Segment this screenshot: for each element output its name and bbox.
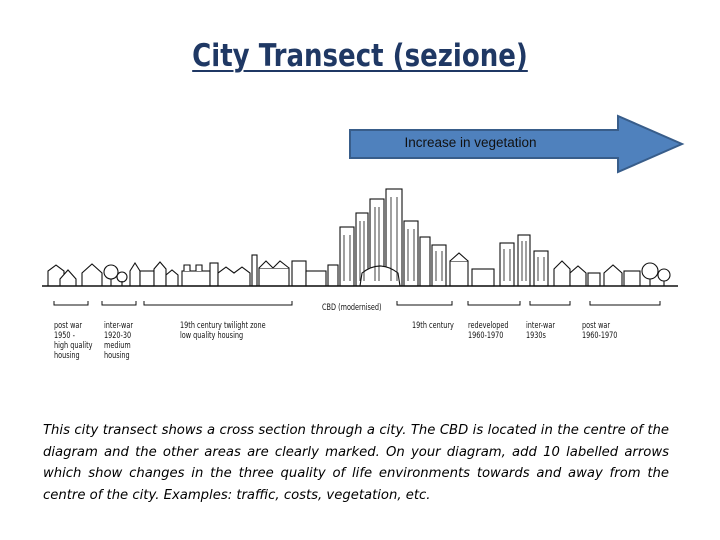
zone-label-19th-century: 19th century bbox=[412, 321, 454, 331]
zone-label-post-war-right: post war 1960-1970 bbox=[582, 321, 618, 341]
zone-label-redeveloped: redeveloped 1960-1970 bbox=[468, 321, 509, 341]
zone-label-inter-war-right: inter-war 1930s bbox=[526, 321, 556, 341]
zone-label-inter-war-left: inter-war 1920-30 medium housing bbox=[104, 321, 134, 361]
skyline-illustration bbox=[40, 185, 680, 375]
zone-label-post-war-left: post war 1950 - high quality housing bbox=[54, 321, 93, 361]
slide-title: City Transect (sezione) bbox=[192, 38, 528, 74]
vegetation-arrow bbox=[348, 114, 686, 174]
arrow-label: Increase in vegetation bbox=[404, 135, 537, 150]
instructions-paragraph: This city transect shows a cross section through a city. The CBD is located in the centre of the diagram and the other areas are clearly marked. On your diagram, add 10 labelled arrows which show changes in the three quality of life environments towards and away from the centre of the city. Examples: traffic, costs, vegetation, etc. bbox=[43, 423, 669, 503]
zone-label-twilight-zone: 19th century twilight zone low quality housing bbox=[180, 321, 266, 341]
city-transect-diagram bbox=[40, 185, 680, 375]
zone-label-cbd: CBD (modernised) bbox=[322, 303, 382, 313]
